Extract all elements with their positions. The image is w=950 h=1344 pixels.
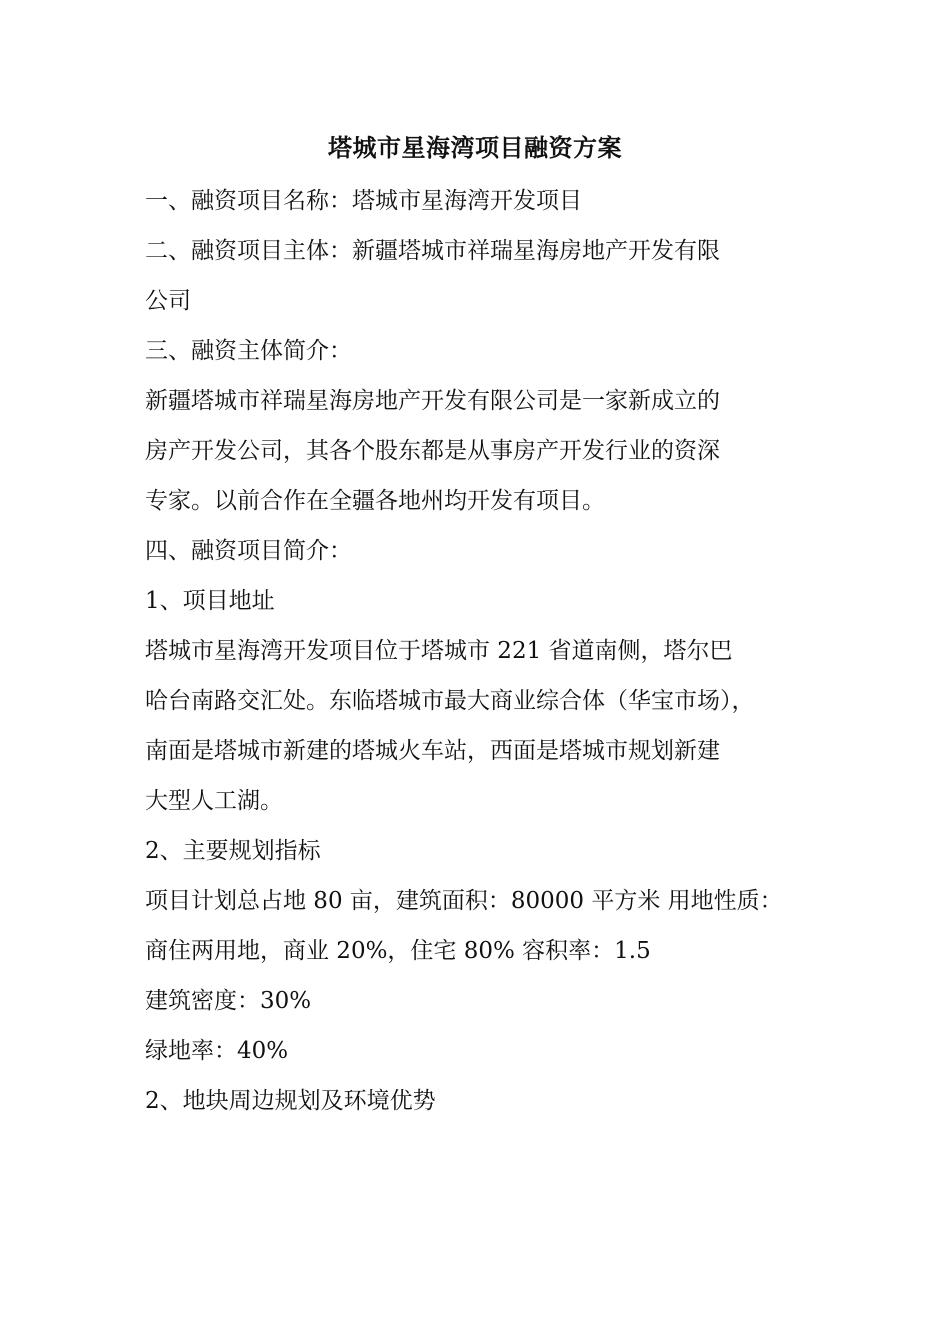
entity-intro-line-2: 房产开发公司，其各个股东都是从事房产开发行业的资深 — [145, 438, 720, 464]
planning-indicators-line-2: 商住两用地，商业 20%，住宅 80% 容积率：1.5 — [145, 938, 651, 964]
financing-entity-line-cont: 公司 — [145, 288, 191, 314]
project-address-line-1: 塔城市星海湾开发项目位于塔城市 221 省道南侧，塔尔巴 — [145, 638, 733, 664]
green-ratio-line: 绿地率：40% — [145, 1038, 289, 1064]
entity-intro-heading: 三、融资主体简介： — [145, 338, 352, 364]
planning-indicators-line-1: 项目计划总占地 80 亩，建筑面积：80000 平方米 用地性质： — [145, 888, 783, 914]
project-address-line-2: 哈台南路交汇处。东临塔城市最大商业综合体（华宝市场）， — [145, 688, 755, 714]
project-address-heading: 1、项目地址 — [145, 588, 275, 614]
planning-indicators-heading: 2、主要规划指标 — [145, 838, 321, 864]
financing-project-name-line: 一、融资项目名称：塔城市星海湾开发项目 — [145, 188, 582, 214]
project-address-line-3: 南面是塔城市新建的塔城火车站，西面是塔城市规划新建 — [145, 738, 720, 764]
project-address-line-4: 大型人工湖。 — [145, 788, 283, 814]
surrounding-planning-heading: 2、地块周边规划及环境优势 — [145, 1088, 436, 1114]
document-page — [145, 128, 805, 1126]
financing-entity-line: 二、融资项目主体：新疆塔城市祥瑞星海房地产开发有限 — [145, 238, 720, 264]
entity-intro-line-1: 新疆塔城市祥瑞星海房地产开发有限公司是一家新成立的 — [145, 388, 720, 414]
building-density-line: 建筑密度：30% — [145, 988, 312, 1014]
entity-intro-line-3: 专家。以前合作在全疆各地州均开发有项目。 — [145, 488, 605, 514]
document-title: 塔城市星海湾项目融资方案 — [328, 133, 622, 162]
project-intro-heading: 四、融资项目简介： — [145, 538, 352, 564]
